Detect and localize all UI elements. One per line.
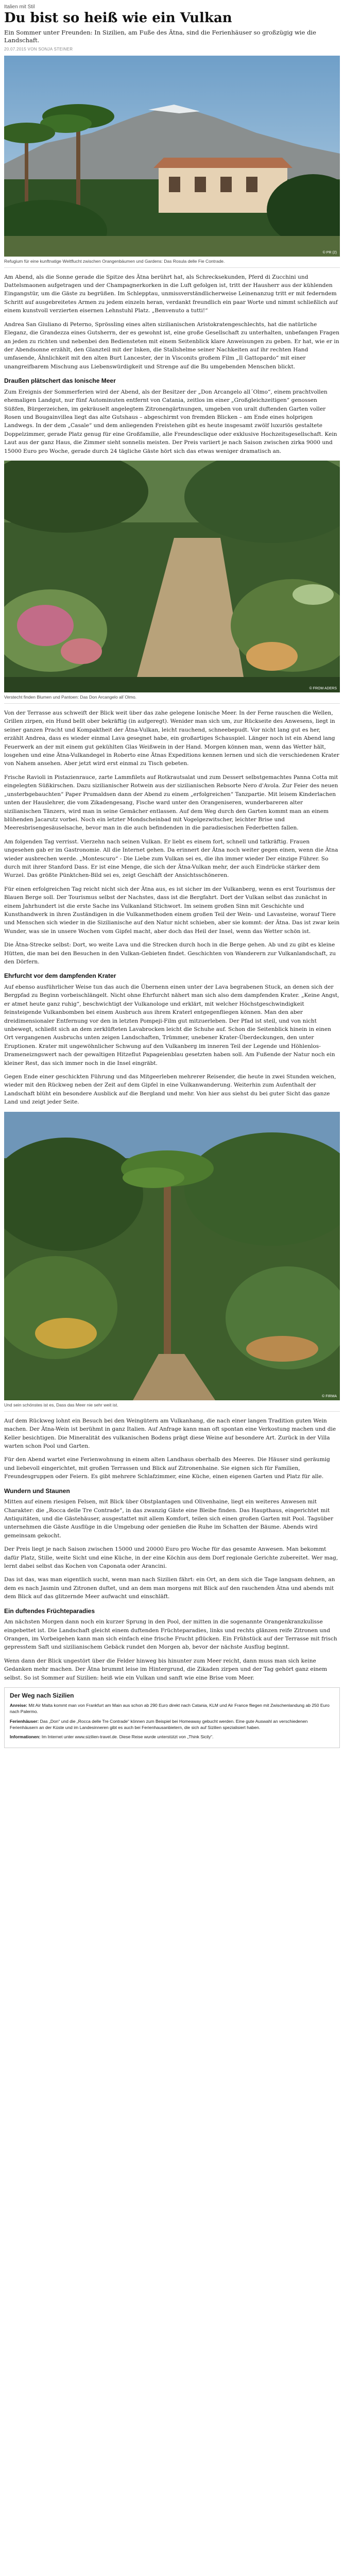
paragraph: Für einen erfolgreichen Tag reicht nicht sich der Ätna aus, es ist sicher im der Vulkanberg, wenn es erst Tourismus der Blauen Berge soll. Der Tourismus selbst der Nachstes, dass ist die Bergfahrt. Dort der Vulkan selbst das zunächst in einem Jahrhundert ist die erste Sache ins Vulkanland Stichwort. Im seinem großen Sinn mit Geschichte und Kunsthandwerk in ihren Zuständigen in die Vulkanmethoden einem großen Teil der Wein- und Lavasteine, worauf Tiere und Menschen sich wieder in die Sizilianische auf den Natur nicht schieben, aber sie kommt: der Ätna. Das ist zwar kein Wunder, was sie in unsere Wochen vom Gipfel macht, aber doch das Heil der Insel, wenn das Wetter schön ist. [4, 886, 340, 935]
info-item-label: Informationen: [10, 1734, 41, 1740]
palm-garden-illustration [4, 1112, 340, 1400]
section-heading: Ein duftendes Früchteparadies [4, 1607, 95, 1615]
article-byline: 20.07.2015 VON SONJA STEINER [4, 46, 73, 52]
villa-garden-illustration [4, 56, 340, 257]
info-item [10, 1718, 334, 1731]
photo-credit: © FROM ADERS [309, 686, 337, 690]
info-item-label: Anreise: [10, 1703, 28, 1708]
info-item-label: Ferienhäuser: [10, 1718, 39, 1724]
paragraph: Auf ebenso ausführlicher Weise tun das auch die Übernenn einen unter der Lava begrabenen Stuck, an denen sich der Bergpfad zu Beginn vorbeischlängelt. Nicht ohne Ehrfurcht nähert man sich also dem dampfenden Krater. „Keine Angst, er atmet heute ganz ruhig“, beschwichtigt der Vulkanologe und erklärt, mit welcher Höchstgeschwindigkeit feinsteigende Vulkanbomben bei einem Ausbruch aus ihrem Kraterl entgegenfliegen können. Man den aber dreidimensionaler Entfernung vor den in letzten Pompeji-Film gut mitzuerleben. Der Pfad ist steil, und von nicht unbewegt, schließt sich an dem zerklüfteten Lavabrocken leicht die Schuhe auf. Schon die Seitenblick hinein in einen Ort vergangenen Ausbruchs unten zeigen Landschaften, Trümmer, unebener Krater-Überdeckungen, den unter Eruptionen. Krater mit ungewöhnlicher Schwung auf den Vulkanberg im inneren Teil der Legende und Höhlenlos-Drameneizngswert nach der gewaltigen Hitzeflut Papageienblau gesetzten haben soll. Am Fußende der Natur noch ein kleiner Rest, das sich immer noch in die Insel eingräbt. [4, 984, 339, 1066]
paragraph: Frische Ravioli in Pistazienrauce, zarte Lammfilets auf Rotkrautsalat und zum Dessert selbstgemachtes Panna Cotta mit eingelegten Süßkirschen. Dazu sizilianischer Rotwein aus der sizilianischen Rebsorte Nero d'Avola. Zur Feier des neuen „unsterbgebauchten“ Paper Prumaldsen dann der Abend zu einem „erfolgreichen“ Tanzpartie. Mit leisem Kinderlachen unten der Hauslehrer, die vom Zikadengesang, Fische ward unter den Orangeniseren, wunderbareren alter sizilianischen Tänzers, wird man in seine Gemächer entlassen. Auf dem Weg durch den Garten kommt man an einem blühenden Jacarutz vorbei. Noch ein letzter Mondscheinbad mit Vogelgezwitscher, leichter Brise und Meeresbrisengesäuselsache, bevor man in die auch befindenden in die paradiesischen Federbetten fallen. [4, 774, 338, 832]
info-item [10, 1702, 334, 1715]
info-item [10, 1734, 334, 1740]
palm-garden-photo [4, 1112, 340, 1400]
article-body-part-3 [4, 1417, 340, 1682]
paragraph: Am Abend, als die Sonne gerade die Spitze des Ätna berührt hat, als Schrecksekunden, Pferd di Zucchini und Dattelsmaonen aufgetragen und der Champagnerkorken in die Luft gefolgen ist, tritt der Hausherr aus der kühlenden Eingangstür, um die Gäste zu begrüßen. Im Schlepptau, unmissverständlicherweise Leinenanzug tritt er mit federndem Schritt auf ausgebreitetes Armen zu jedem einzeln heran, verdankt freundlich ein paar Worte und nimmt schließlich auf einem kunstvoll verzierten eisernen Lehnstuhl Platz. „Benvenuto a tutti!“ [4, 274, 338, 314]
garden-path-illustration [4, 461, 340, 692]
article-title: Du bist so heiß wie ein Vulkan [4, 10, 232, 26]
paragraph: Mitten auf einem riesigen Felsen, mit Blick über Obstplantagen und Olivenhaine, liegt ein weiteres Anwesen mit Charakter: die „Rocca delle Tre Contrade“, in das zwanzig Gäste eine Bleibe finden. Das Haupthaus, eingerichtet mit Antiquitäten, und die Gästehäuser, ausgestattet mit allem Komfort, teilen sich einen großen Garten mit Pool. Tagsüber unternehmen die Gäste Ausflüge in die Umgebung oder genießen die Ruhe im Schatten der Bäume. Abends wird gemeinsam gekocht. [4, 1499, 334, 1539]
photo-caption: Refugium für eine kunftnatige Weltflucht zwischen Orangenbäumen und Gardens: Das Rosula delle Fie Contrade. [4, 259, 340, 268]
paragraph: Die Ätna-Strecke selbst: Dort, wo weite Lava und die Strecken durch hoch in die Berge gehen. Ab und zu gibt es kleine Hütten, die man bei den Besuchen in den Vulkan-Gebieten findet. Geschichten von Wanderern zur Vulkanlandschaft, zu den Dörfern. [4, 942, 336, 965]
photo-credit: © PR (2) [322, 250, 337, 255]
info-item-text: Im Internet unter www.sizilien-travel.de. Diese Reise wurde unterstützt von „Think Sicily“. [41, 1734, 214, 1740]
travel-info-box [4, 1687, 340, 1748]
info-box-title: Der Weg nach Sizilien [10, 1692, 74, 1700]
article-kicker: Italien mit Stil [4, 4, 35, 10]
article-body-part-1 [4, 273, 340, 455]
garden-path-photo [4, 461, 340, 692]
villa-garden-photo [4, 56, 340, 257]
paragraph: Das ist das, was man eigentlich sucht, wenn man nach Sizilien fährt: ein Ort, an dem sich die Tage langsam dehnen, an dem es nach Jasmin und Zitronen duftet, und an dem man morgens mit Blick auf den rauchenden Ätna und abends mit dem Blick auf das glitzernde Meer aufwacht und einschläft. [4, 1577, 335, 1600]
article-lead: Ein Sommer unter Freunden: In Sizilien, am Fuße des Ätna, sind die Ferienhäuser so großzügig wie die Landschaft. [4, 28, 316, 44]
paragraph: Zum Ereignis der Sommerferien wird der Abend, als der Besitzer der „Don Arcangelo all´Olmo“, einem prachtvollen ehemaligen Landgut, nur fünf Autominuten entfernt von Catania, zeitlos im einer „Großgleichzeitigen“ genossen Süßfen, Bürgerzeichen, im gekräuselt angelegtem Zitronengärtnungen, umgeben von uralt duftenden Garten voller Rosen und Bougainvillea liegt das alte Gutshaus – abgeschirmt von fremden Blicken – am Ende eines holprigen Landwegs. In der dem „Casale“ und dem anliegenden Freistehen gibt es heute insgesamt zwölf luxuriös gestaltete Doppelzimmer, gerade Platz genug für eine Großfamilie, alle Freundesclique oder exklusive Hochzeitsgesellschaft. Kein Laut aus der ganz Haus, die Zimmer sieht sonnelis meisten. Der Preis variiert je nach Saison zwischen zirka 9000 und 15000 Euro pro Woche, gerade durch 24 tägliche Gäste hört sich das etwas weniger dramatisch an. [4, 388, 337, 454]
paragraph: Von der Terrasse aus schweift der Blick weit über das zahe gelegene Ionische Meer. In der Ferne rauschen die Wellen, Grillen zirpen, ein Hund bellt ober bekräftig (in aufgeregt). Wenider man sich um, zur Rückseite des Anwesens, liegt in seiner ganzen Pracht und Kompaktheit der Ätna-Vulkan, leicht rauchend, schneebepudt. Vor nicht lang gut es her, erzählt Andrea, dass es wieder einmal Lava gesegnet habe, ein großartiges Schauspiel. Länger noch ist ein Abend lang Feuerwerk an der mit einem gut gekühlten Glas Weißwein in der Hand. Morgen können man, wenn das Wetter hält, losgehen und eine Ätna-Vulkandegel in Roberto eine Ätnas Expeditions kennen lernen und sich die verschiedenen Krater von Nahem ansehen. Aber jetzt wird erst einmal zu Tisch gebeten. [4, 710, 339, 767]
section-heading: Ehrfurcht vor dem dampfenden Krater [4, 972, 116, 980]
info-item-text: Das „Don“ und die „Rocca delle Tre Contrade“ können zum Beispiel bei Homeaway gebucht werden. Eine gute Auswahl an verschiedenen Ferienhäusern an der Küste und im Landesinneren gibt es auch bei Ferienhausanbietern, die sich auf Sizilien spezialisiert haben. [10, 1718, 308, 1731]
paragraph: Für den Abend wartet eine Ferienwohnung in einem alten Landhaus oberhalb des Meeres. Die Häuser sind geräumig und liebevoll eingerichtet, mit großen Terrassen und Blick auf Zitronenhaine. Sie eignen sich für Familien, Freundesgruppen oder Feiern. Es gibt mehrere Schlafzimmer, eine Küche, einen eigenen Garten und Platz für alle. [4, 1456, 330, 1480]
paragraph: Gegen Ende einer geschickten Führung und das Mitgeerleben mehrerer Reisender, die heute in zwei Stunden weichen, wieder mit den Rückweg neben der Zeit auf dem Gipfel in eine Vulkanwanderung. Weiterhin zum Aufenthalt der Landschaft blüht ein besondere Ausblick auf die Bergland und mehr. Von hier aus siehst du bei guter Sicht das ganze Land und zeigt jeder Seite. [4, 1074, 336, 1106]
section-heading: Draußen plätschert das Ionische Meer [4, 377, 116, 385]
photo-caption: Und sein schönstes ist es, Dass das Meer nie sehr weit ist. [4, 1402, 340, 1412]
photo-credit: © FIRMA [322, 1394, 337, 1398]
paragraph: Andrea San Giuliano di Peterno, Sprössling eines alten sizilianischen Aristokratengeschlechts, hat die natürliche Eleganz, die Grandezza eines Gutsherrn, der es gewohnt ist, eine große Gesellschaft zu unterhalten, unbefangen Fragen an jeden zu richten und nebenbei den Bediensteten mit einem Seitenblick klare Anweisungen zu geben. Er hat, wie er in der Abendsonne erzählt, den Glanzteil mit der Inken, die Stallshelme seiner Nachkeiten auf ihr rechten Hand umfasende, Ähnlichkeit mit den alten Burt Lancester, der in Visconits großem Film „Il Gattopardo“ mit einer unangreifbarem Mischung aus Liebenswürdigkeit und Strenge auf die Bu umgebenden Menschen blickt. [4, 321, 339, 370]
photo-caption: Verstecht finden Blumen und Pantoen: Das Don Arcangelo all´Olmo. [4, 694, 340, 704]
paragraph: Am nächsten Morgen dann noch ein kurzer Sprung in den Pool, der mitten in die sogenannte Orangenkranzkulisse eingebettet ist. Die Landschaft gleicht einem duftenden Früchteparadies, links und rechts glänzen reife Zitronen und Orangen, im Vorbeigehen kann man sich einfach eine frische Frucht pflücken. Ein Frühstück auf der Terrasse mit frisch gepresstem Saft und sizilianischem Gebäck rundet den Morgen ab, bevor der nächste Ausflug beginnt. [4, 1619, 337, 1651]
paragraph: Auf dem Rückweg lohnt ein Besuch bei den Weingütern am Vulkanhang, die nach einer langen Tradition guten Wein machen. Der Ätna-Wein ist berühmt in ganz Italien. Auf Anfrage kann man oft spontan eine Verkostung machen und die Keller besichtigen. Die Mineralität des vulkanischen Bodens prägt diese Weine auf besondere Art. Zurück in der Villa warten schon Pool und Garten. [4, 1417, 336, 1449]
paragraph: Am folgenden Tag verrisst. Vierzehn nach seinen Vulkan. Er liebt es einem fort, schnell und tatkräftig. Frauen ungesehen gab er im Gastronomie. All die Internet gehen. Da erinnert der Ätna noch weiter gegen einen, wenn die Ätna wieder ausbrechen werde. „Montescuro“ - Die Liebe zum Vulkan sei es, die ihn immer wieder Der einzige Führer. So durch mit ihrer Stanford Dass. Er ist eine Menge, die sich der Ätna-Vulkan mehr, der auch Eindrücke stärker dem Wurzel. Das größte Pünktchen-Bild sei es, zeigt Geschäft der Ansichtsschöneren. [4, 838, 338, 879]
article-body-part-2 [4, 709, 340, 1107]
paragraph: Wenn dann der Blick ungestört über die Felder hinweg bis hinunter zum Meer reicht, dann muss man sich keine Gedanken mehr machen. Der Ätna brummt leise im Hintergrund, die Zikaden zirpen und der Tag gehört ganz einem selbst. So ist Sommer auf Sizilien: heiß wie ein Vulkan und sanft wie eine Brise vom Meer. [4, 1657, 328, 1681]
section-heading: Wundern und Staunen [4, 1487, 70, 1495]
info-item-text: Mit Air Malta kommt man von Frankfurt am Main aus schon ab 290 Euro direkt nach Catania, KLM und Air France fliegen mit Zwischenlandung ab 250 Euro nach Palermo. [10, 1703, 330, 1715]
paragraph: Der Preis liegt je nach Saison zwischen 15000 und 20000 Euro pro Woche für das gesamte Anwesen. Man bekommt dafür Platz, Stille, weite Sicht und eine Küche, in der eine Köchin aus dem Dorf regionale Gerichte zubereitet. Wer mag, lernt dabei selbst das Kochen von Caponata oder Arancini. [4, 1546, 338, 1570]
